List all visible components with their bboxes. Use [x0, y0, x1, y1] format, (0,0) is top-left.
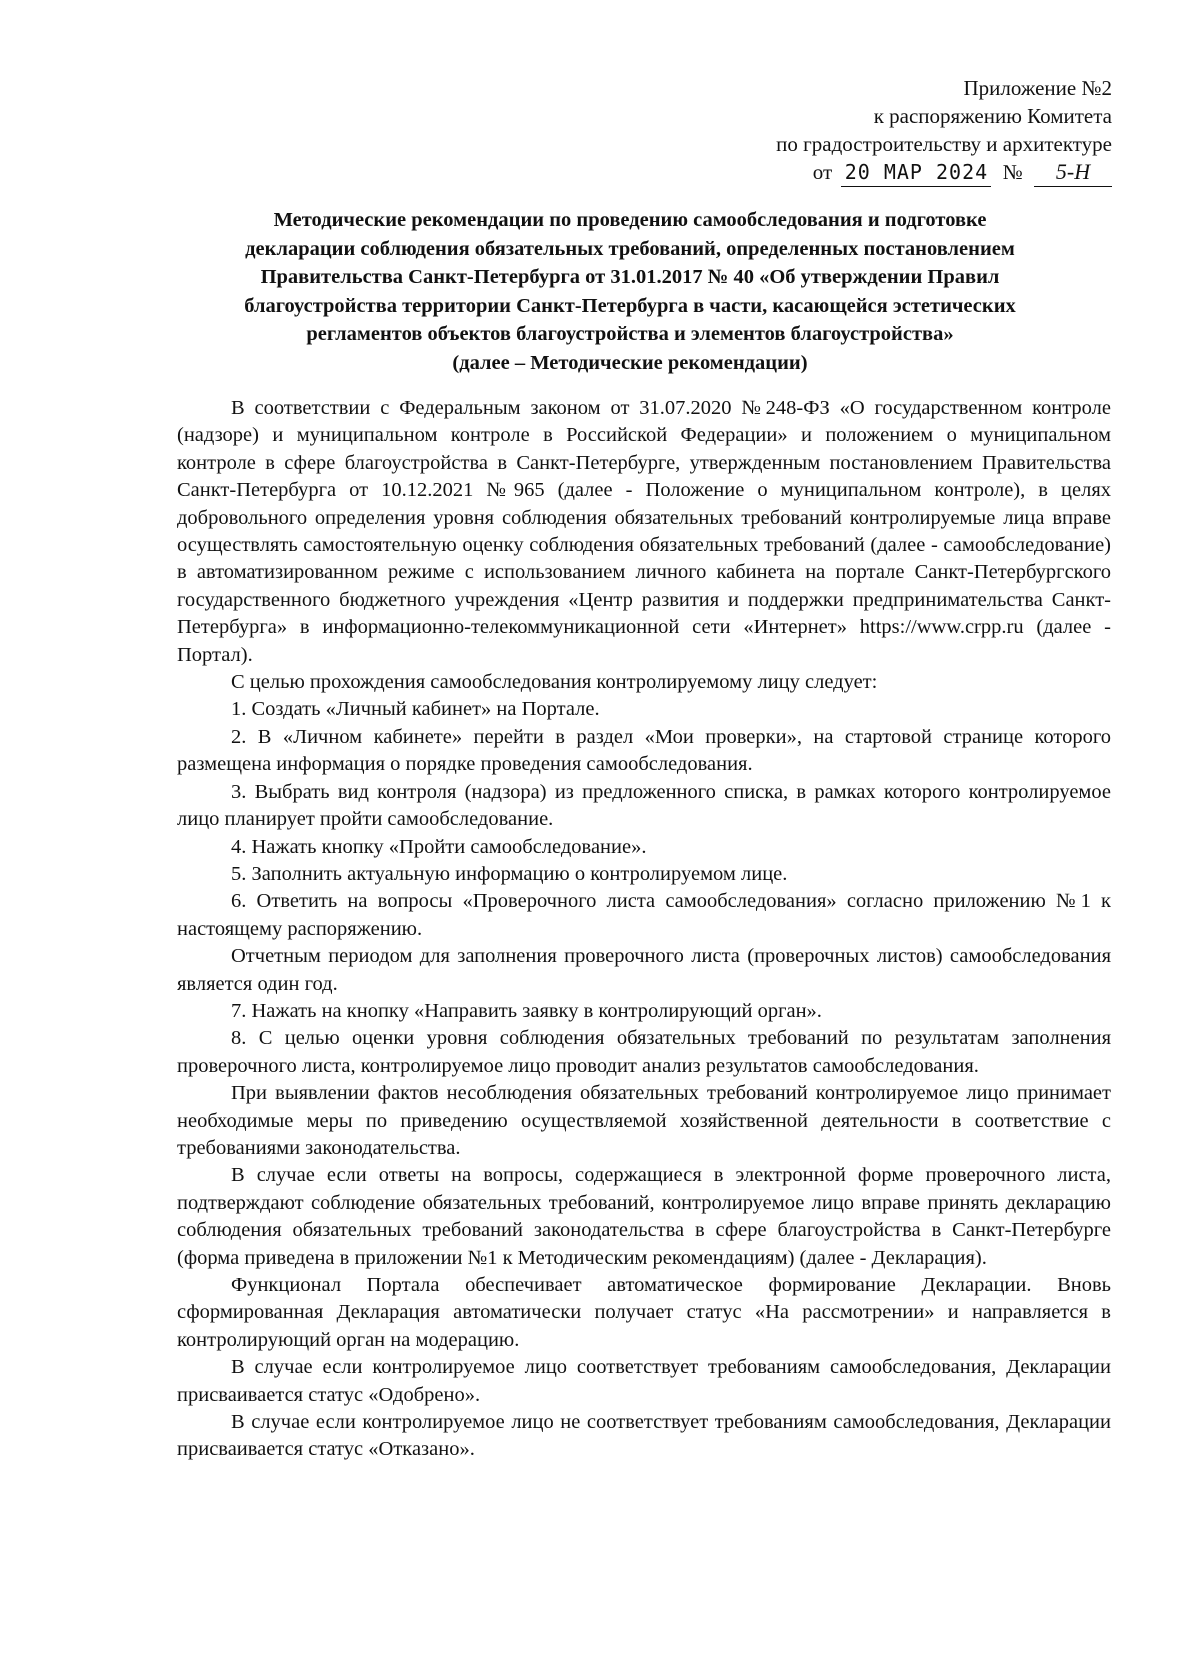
steps-intro: С целью прохождения самообследования контролируемому лицу следует:: [231, 671, 878, 694]
title-line: (далее – Методические рекомендации): [452, 351, 808, 374]
title-line: Методические рекомендации по проведению самообследования и подготовке: [273, 209, 987, 231]
handwritten-number: 5-Н: [1034, 158, 1112, 187]
title-line: декларации соблюдения обязательных требований, определенных постановлением: [245, 237, 1015, 260]
document-title: [170, 206, 1090, 377]
appendix-label: Приложение №2: [963, 76, 1112, 100]
step-5: 5. Заполнить актуальную информацию о контролируемом лице.: [231, 862, 788, 885]
portal-function-paragraph: Функционал Портала обеспечивает автоматическое формирование Декларации. Вновь сформированная Декларация автоматически получает статус «На рассмотрении» и направляется в контролирующий орган на модерацию.: [177, 1274, 1111, 1351]
approved-status-paragraph: В случае если контролируемое лицо соответствует требованиям самообследования, Декларации присваивается статус «Одобрено».: [177, 1356, 1111, 1406]
non-compliance-paragraph: При выявлении фактов несоблюдения обязательных требований контролируемое лицо принимает необходимые меры по приведению осуществляемой хозяйственной деятельности в соответствие с требованиями законодательства.: [177, 1082, 1111, 1159]
title-line: благоустройства территории Санкт-Петербурга в части, касающейся эстетических: [244, 294, 1016, 317]
step-1: 1. Создать «Личный кабинет» на Портале.: [231, 698, 600, 721]
declaration-paragraph: В случае если ответы на вопросы, содержащиеся в электронной форме проверочного листа, подтверждают соблюдение обязательных требований, контролируемое лицо вправе принять декларацию соблюдения обязательных требований законодательства в сфере благоустройства в Санкт-Петербурге (форма приведена в приложении №1 к Методическим рекомендациям) (далее - Декларация).: [177, 1164, 1111, 1269]
date-number-line: [776, 158, 1112, 187]
step-4: 4. Нажать кнопку «Пройти самообследование».: [231, 835, 647, 858]
rejected-status-paragraph: В случае если контролируемое лицо не соответствует требованиям самообследования, Декларации присваивается статус «Отказано».: [177, 1411, 1111, 1461]
title-line: регламентов объектов благоустройства и элементов благоустройства»: [306, 323, 954, 345]
committee-name: по градостроительству и архитектуре: [776, 132, 1112, 156]
title-line: Правительства Санкт-Петербурга от 31.01.2017 № 40 «Об утверждении Правил: [260, 266, 1000, 288]
step-2: 2. В «Личном кабинете» перейти в раздел «Мои проверки», на стартовой странице которого размещена информация о порядке проведения самообследования.: [177, 725, 1111, 776]
date-prefix: от: [812, 160, 833, 184]
intro-paragraph: В соответствии с Федеральным законом от 31.07.2020 №248-ФЗ «О государственном контроле (надзоре) и муниципальном контроле в Российской Федерации» и положением о муниципальном контроле в сфере благоустройства в Санкт-Петербурге, утвержденным постановлением Правительства Санкт-Петербурга от 10.12.2021 №965 (далее - Положение о муниципальном контроле), в целях добровольного определения уровня соблюдения обязательных требований контролируемые лица вправе осуществлять самостоятельную оценку соблюдения обязательных требований (далее - самообследование) в автоматизированном режиме с использованием личного кабинета на портале Санкт-Петербургского государственного бюджетного учреждения «Центр развития и поддержки предпринимательства Санкт-Петербурга» в информационно-телекоммуникационной сети «Интернет» https://www.crpp.ru (далее - Портал).: [177, 397, 1111, 666]
step-8: 8. С целью оценки уровня соблюдения обязательных требований по результатам заполнения проверочного листа, контролируемое лицо проводит анализ результатов самообследования.: [177, 1027, 1111, 1077]
reporting-period-paragraph: Отчетным периодом для заполнения проверочного листа (проверочных листов) самообследования является один год.: [177, 945, 1111, 995]
step-3: 3. Выбрать вид контроля (надзора) из предложенного списка, в рамках которого контролируемое лицо планирует пройти самообследование.: [177, 780, 1111, 831]
appendix-header: [776, 74, 1112, 187]
order-reference: к распоряжению Комитета: [873, 104, 1112, 128]
step-6: 6. Ответить на вопросы «Проверочного листа самообследования» согласно приложению №1 к настоящему распоряжению.: [177, 890, 1111, 940]
number-prefix: №: [1002, 160, 1023, 184]
date-stamp: 20 МАР 2024: [841, 158, 991, 187]
step-7: 7. Нажать на кнопку «Направить заявку в контролирующий орган».: [231, 999, 822, 1022]
document-body: [177, 395, 1111, 1464]
